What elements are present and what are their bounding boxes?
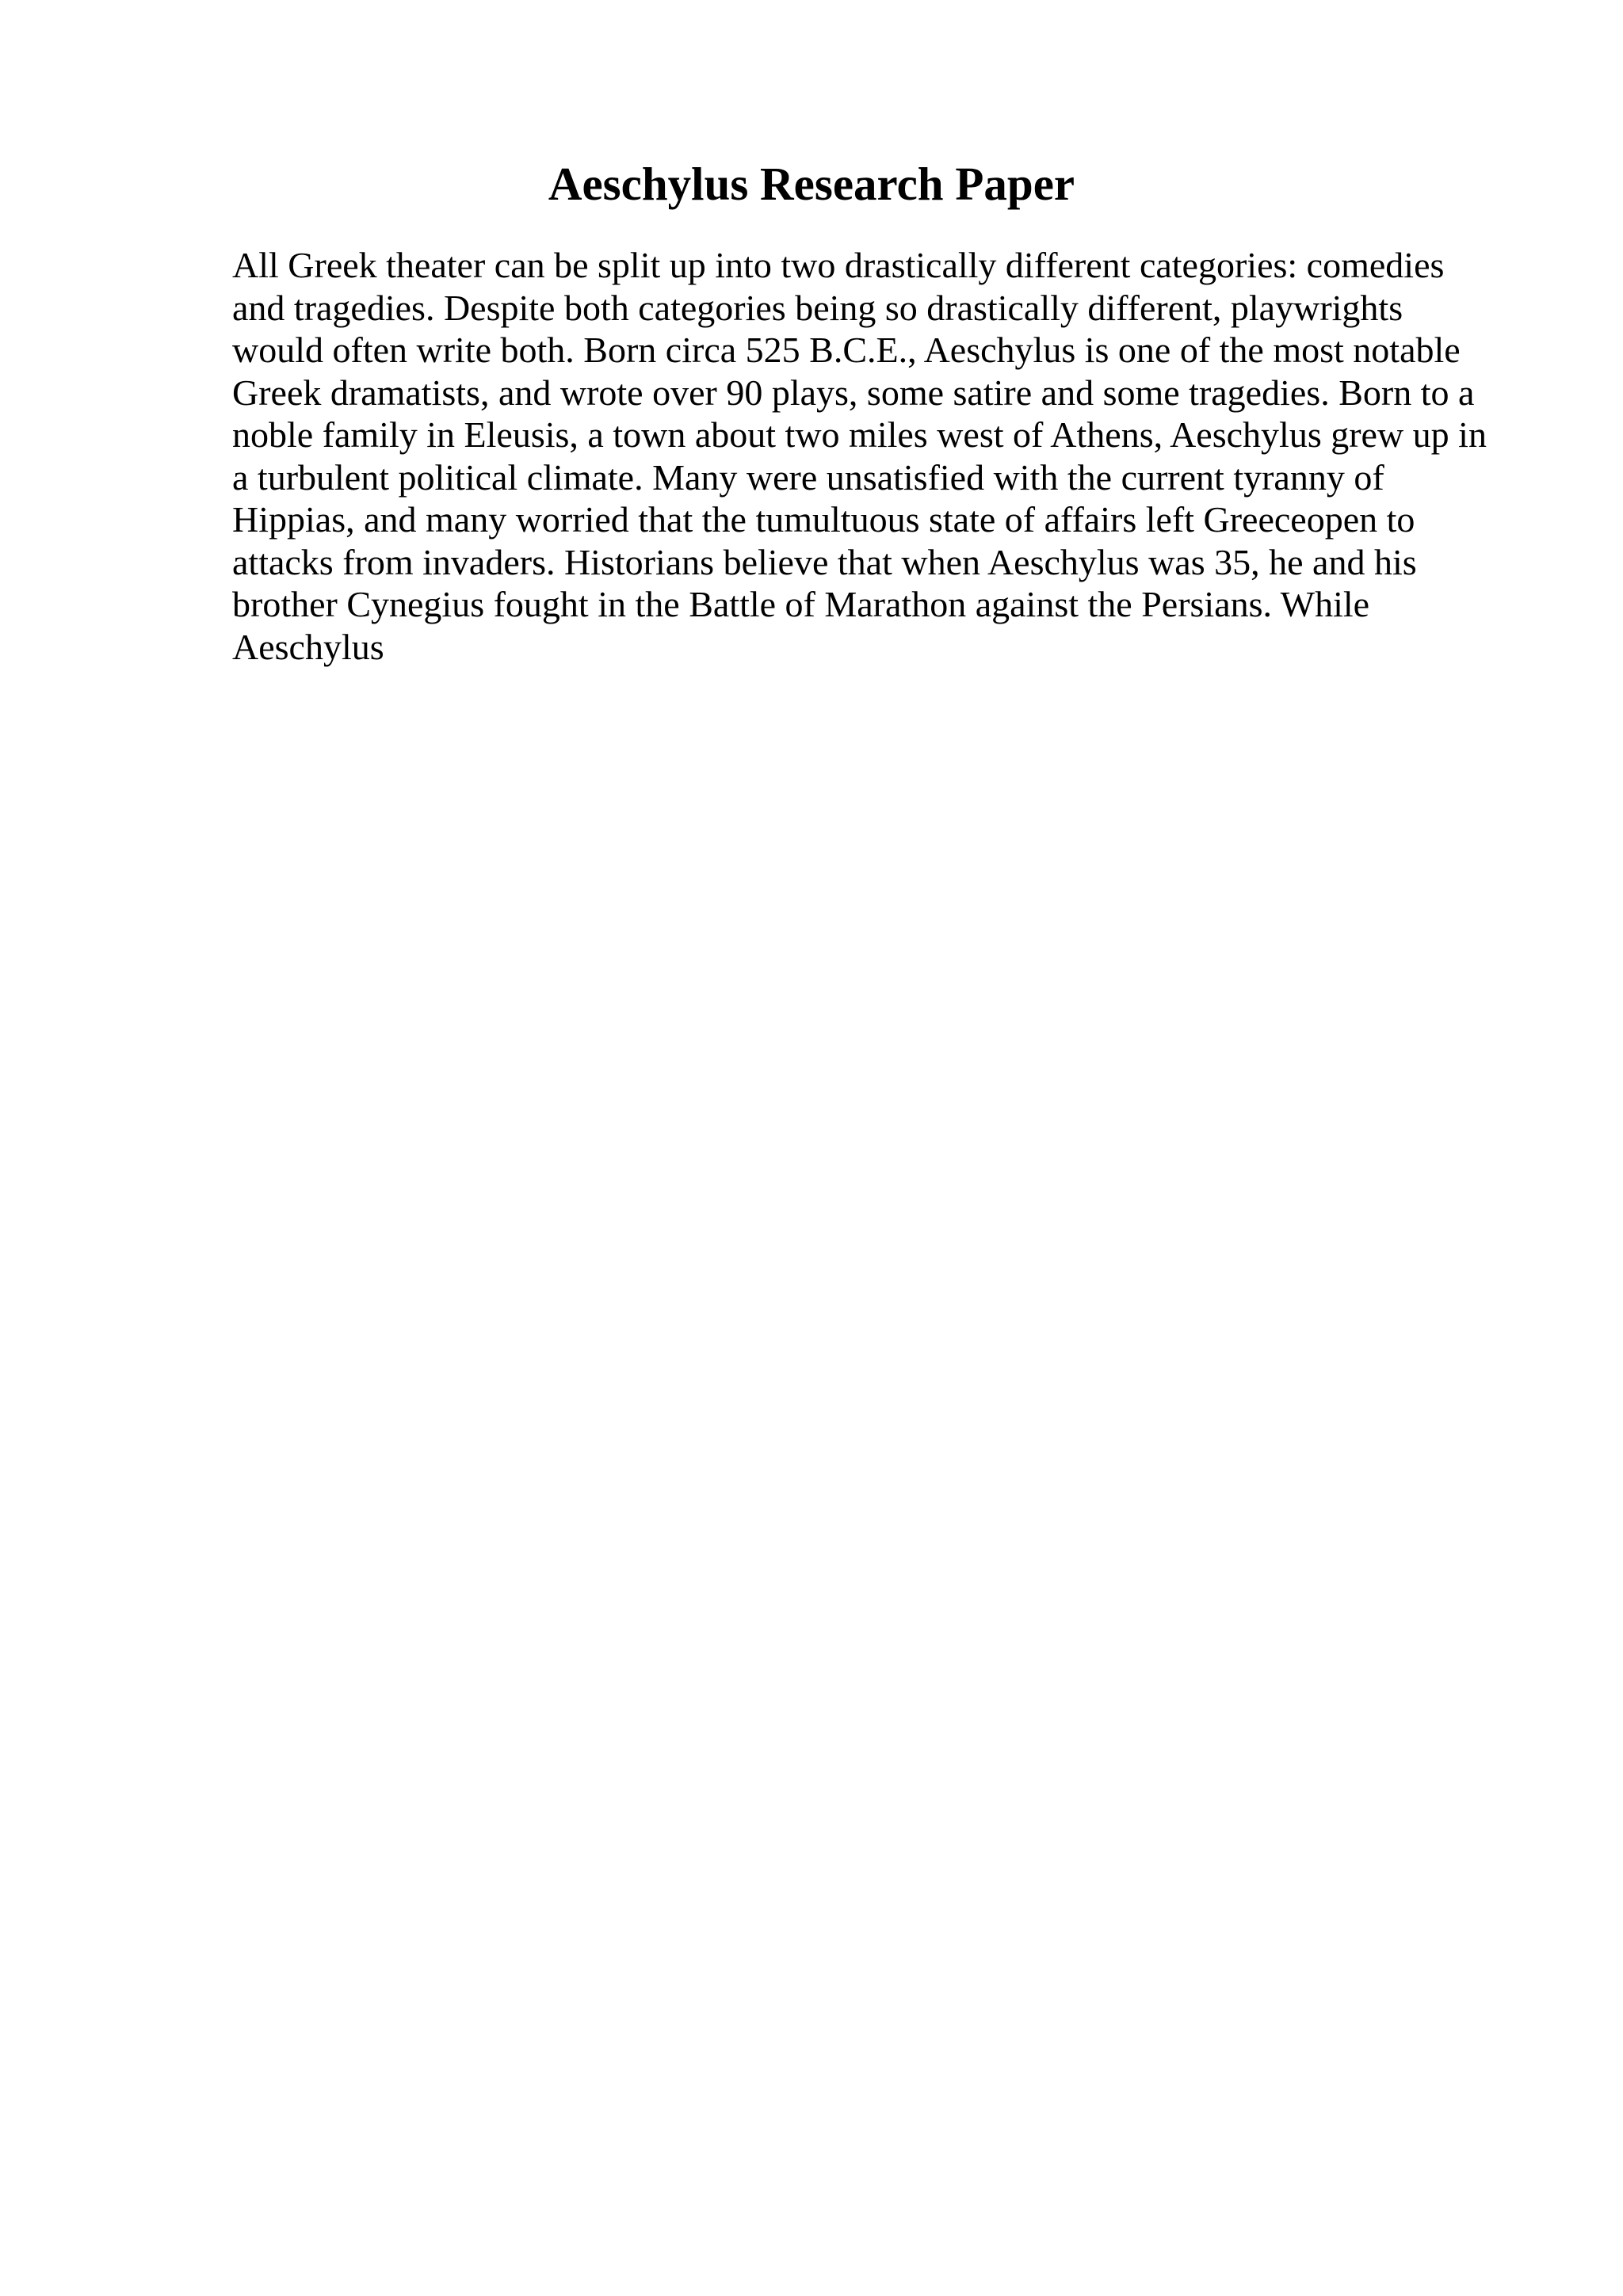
paragraph-line: a turbulent political climate. Many were unsatisfied with the current tyranny of — [232, 456, 1384, 498]
page-title: Aeschylus Research Paper — [548, 158, 1075, 210]
body-paragraph — [232, 244, 1548, 668]
paragraph-line: brother Cynegius fought in the Battle of Marathon against the Persians. While — [232, 584, 1370, 624]
paragraph-line: noble family in Eleusis, a town about two miles west of Athens, Aeschylus grew up in — [232, 414, 1487, 455]
paragraph-line: Hippias, and many worried that the tumultuous state of affairs left Greeceopen to — [232, 499, 1415, 540]
paragraph-line: Greek dramatists, and wrote over 90 plays, some satire and some tragedies. Born to a — [232, 372, 1475, 413]
paragraph-line: Aeschylus — [232, 626, 384, 667]
paragraph-line: would often write both. Born circa 525 B.C.E., Aeschylus is one of the most notable — [232, 330, 1461, 370]
paragraph-line: All Greek theater can be split up into two drastically different categories: comedies — [232, 245, 1445, 285]
paragraph-line: attacks from invaders. Historians believe that when Aeschylus was 35, he and his — [232, 541, 1417, 582]
paragraph-line: and tragedies. Despite both categories being so drastically different, playwrights — [232, 287, 1403, 328]
